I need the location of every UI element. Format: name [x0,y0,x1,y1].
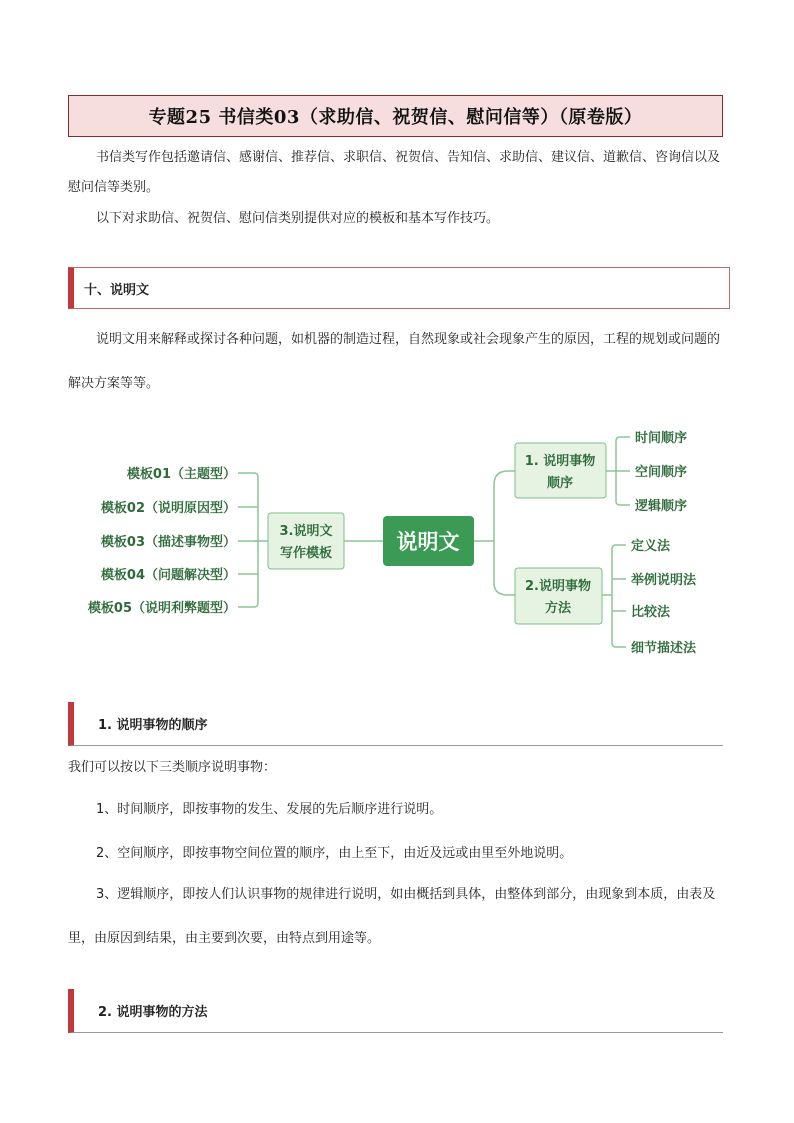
mindmap-right-top-node-line2: 顺序 [546,476,574,491]
subsection-heading-1-box [68,702,723,746]
subsection-heading-2-box [68,989,723,1033]
section-description: 说明文用来解释或探讨各种问题，如机器的制造过程，自然现象或社会现象产生的原因，工程的规划或问题的解决方案等等。 [68,332,721,391]
mindmap-left-item: 模板05（说明利弊题型） [87,601,236,616]
section-heading-box [68,267,730,309]
order-item-space: 2、空间顺序，即按事物空间位置的顺序，由上至下，由近及远或由里至外地说明。 [96,846,573,861]
mindmap-right-bottom-item: 细节描述法 [631,641,697,655]
subsection-1-lead: 我们可以按以下三类顺序说明事物： [68,760,277,775]
mindmap-right-top-item: 时间顺序 [635,431,688,446]
mindmap-right-bottom-node-line1: 2.说明事物 [525,579,591,594]
mindmap [0,415,794,655]
document-title: 专题25 书信类03（求助信、祝贺信、慰问信等）（原卷版） [148,107,643,128]
mindmap-right-bottom-item: 比较法 [631,605,671,620]
mindmap-left-item: 模板04（问题解决型） [100,568,236,583]
mindmap-right-top-item: 空间顺序 [635,465,688,480]
subsection-heading-2: 2. 说明事物的方法 [98,1005,208,1020]
subsection-heading-1: 1. 说明事物的顺序 [98,718,208,733]
mindmap-left-item: 模板03（描述事物型） [100,535,236,550]
mindmap-right-bottom-item: 定义法 [631,539,671,554]
section-heading: 十、说明文 [84,282,150,298]
mindmap-left-node-line2: 写作模板 [279,546,333,561]
order-item-logic: 3、逻辑顺序，即按人们认识事物的规律进行说明，如由概括到具体，由整体到部分，由现象到本质，由表及里，由原因到结果，由主要到次要，由特点到用途等。 [68,887,716,946]
mindmap-left-item: 模板01（主题型） [126,467,236,482]
document-title-box [68,95,723,137]
mindmap-left-node-line1: 3.说明文 [279,524,333,539]
mindmap-left-item: 模板02（说明原因型） [100,501,236,516]
mindmap-right-bottom-node-line2: 方法 [544,601,572,616]
mindmap-right-top-item: 逻辑顺序 [635,499,688,514]
order-item-time: 1、时间顺序，即按事物的发生、发展的先后顺序进行说明。 [96,802,443,817]
intro-paragraph-2: 以下对求助信、祝贺信、慰问信类别提供对应的模板和基本写作技巧。 [96,211,500,226]
mindmap-right-top-node-line1: 1. 说明事物 [524,454,596,469]
mindmap-right-bottom-item: 举例说明法 [631,573,697,588]
intro-paragraph-1: 书信类写作包括邀请信、感谢信、推荐信、求职信、祝贺信、告知信、求助信、建议信、道歉信、咨询信以及慰问信等类别。 [68,150,721,195]
mindmap-center-label: 说明文 [396,530,460,554]
